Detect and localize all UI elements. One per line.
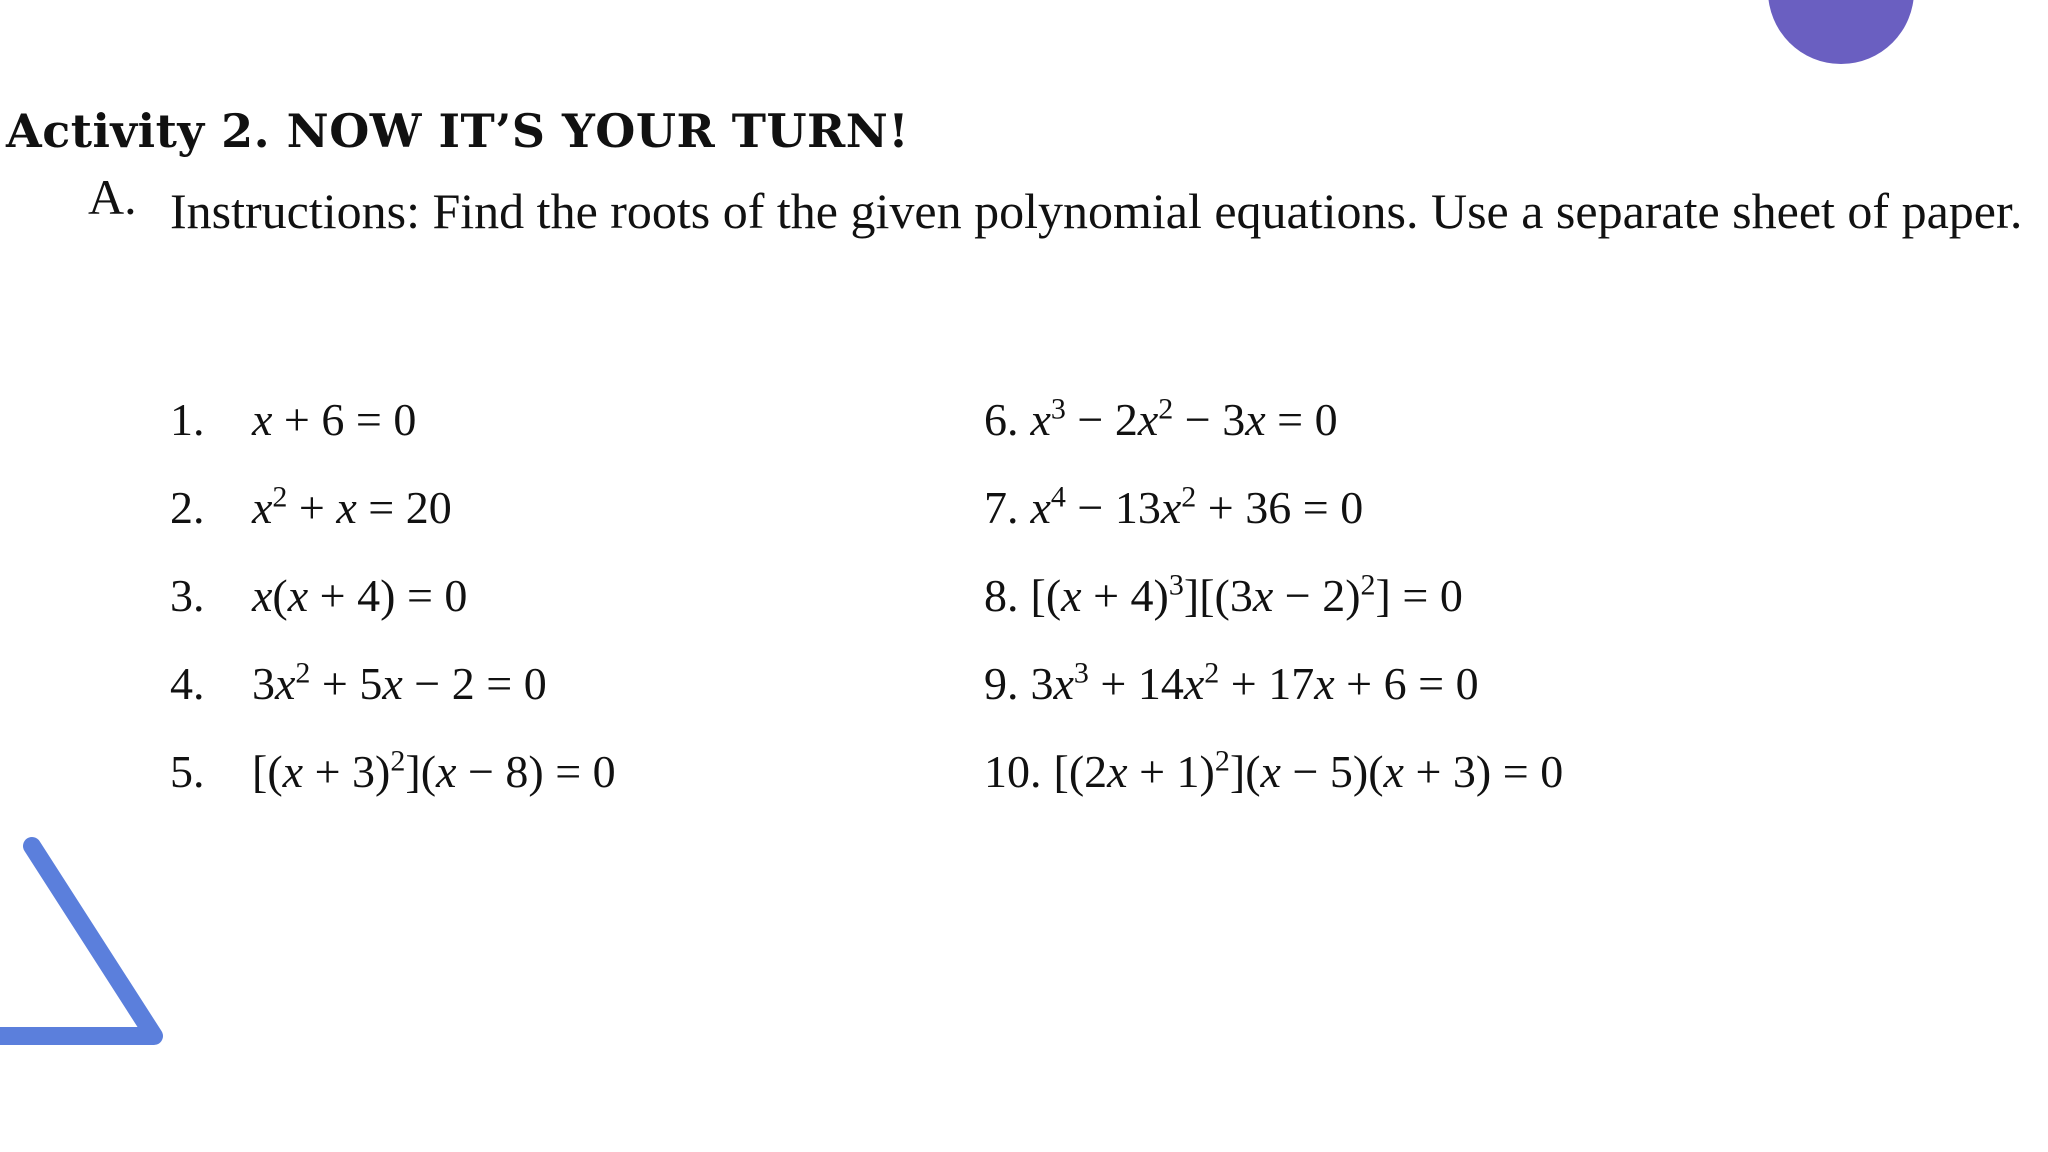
decorative-circle (1768, 0, 1914, 64)
equation-expression: $3x^3 + 14x^2 + 17x + 6 = 0$ (1030, 656, 1479, 709)
activity-title: Activity 2. NOW IT’S YOUR TURN! (6, 104, 910, 158)
equation-expression: $[(x + 4)^3][(3x - 2)^2] = 0$ (1030, 568, 1463, 621)
equation-number: 2. (170, 482, 205, 533)
equation-item (170, 744, 616, 800)
equation-item (984, 568, 1463, 624)
decorative-triangle (0, 836, 170, 1052)
equation-expression: $x^4 - 13x^2 + 36 = 0$ (1030, 480, 1364, 533)
equation-number: 8. (984, 570, 1019, 621)
equation-item (170, 568, 467, 624)
equation-number: 10. (984, 746, 1042, 797)
equation-number: 1. (170, 394, 205, 445)
equation-expression: $x^2 + x = 20$ (252, 480, 452, 533)
equation-number: 6. (984, 394, 1019, 445)
equation-item (170, 480, 452, 536)
equation-item (170, 392, 416, 448)
instructions-text: Instructions: Find the roots of the given polynomial equations. Use a separate sheet of paper. (170, 183, 2023, 239)
equation-number: 9. (984, 658, 1019, 709)
equation-item (170, 656, 547, 712)
equation-expression: x(x + 4) = 0 (252, 570, 468, 621)
equation-expression: $[(2x + 1)^2](x - 5)(x + 3) = 0$ (1053, 744, 1564, 797)
equation-number: 4. (170, 658, 205, 709)
equation-expression: $3x^2 + 5x - 2 = 0$ (252, 656, 547, 709)
equation-item (984, 392, 1338, 448)
equation-expression: x + 6 = 0 (252, 394, 417, 445)
equation-item (984, 480, 1363, 536)
equation-number: 5. (170, 746, 205, 797)
instructions-marker: A. (88, 169, 137, 225)
equation-expression: $[(x + 3)^2](x - 8) = 0$ (252, 744, 616, 797)
equation-number: 3. (170, 570, 205, 621)
equation-expression: $x^3 - 2x^2 - 3x = 0$ (1030, 392, 1338, 445)
equation-item (984, 656, 1479, 712)
equation-number: 7. (984, 482, 1019, 533)
equation-item (984, 744, 1563, 800)
